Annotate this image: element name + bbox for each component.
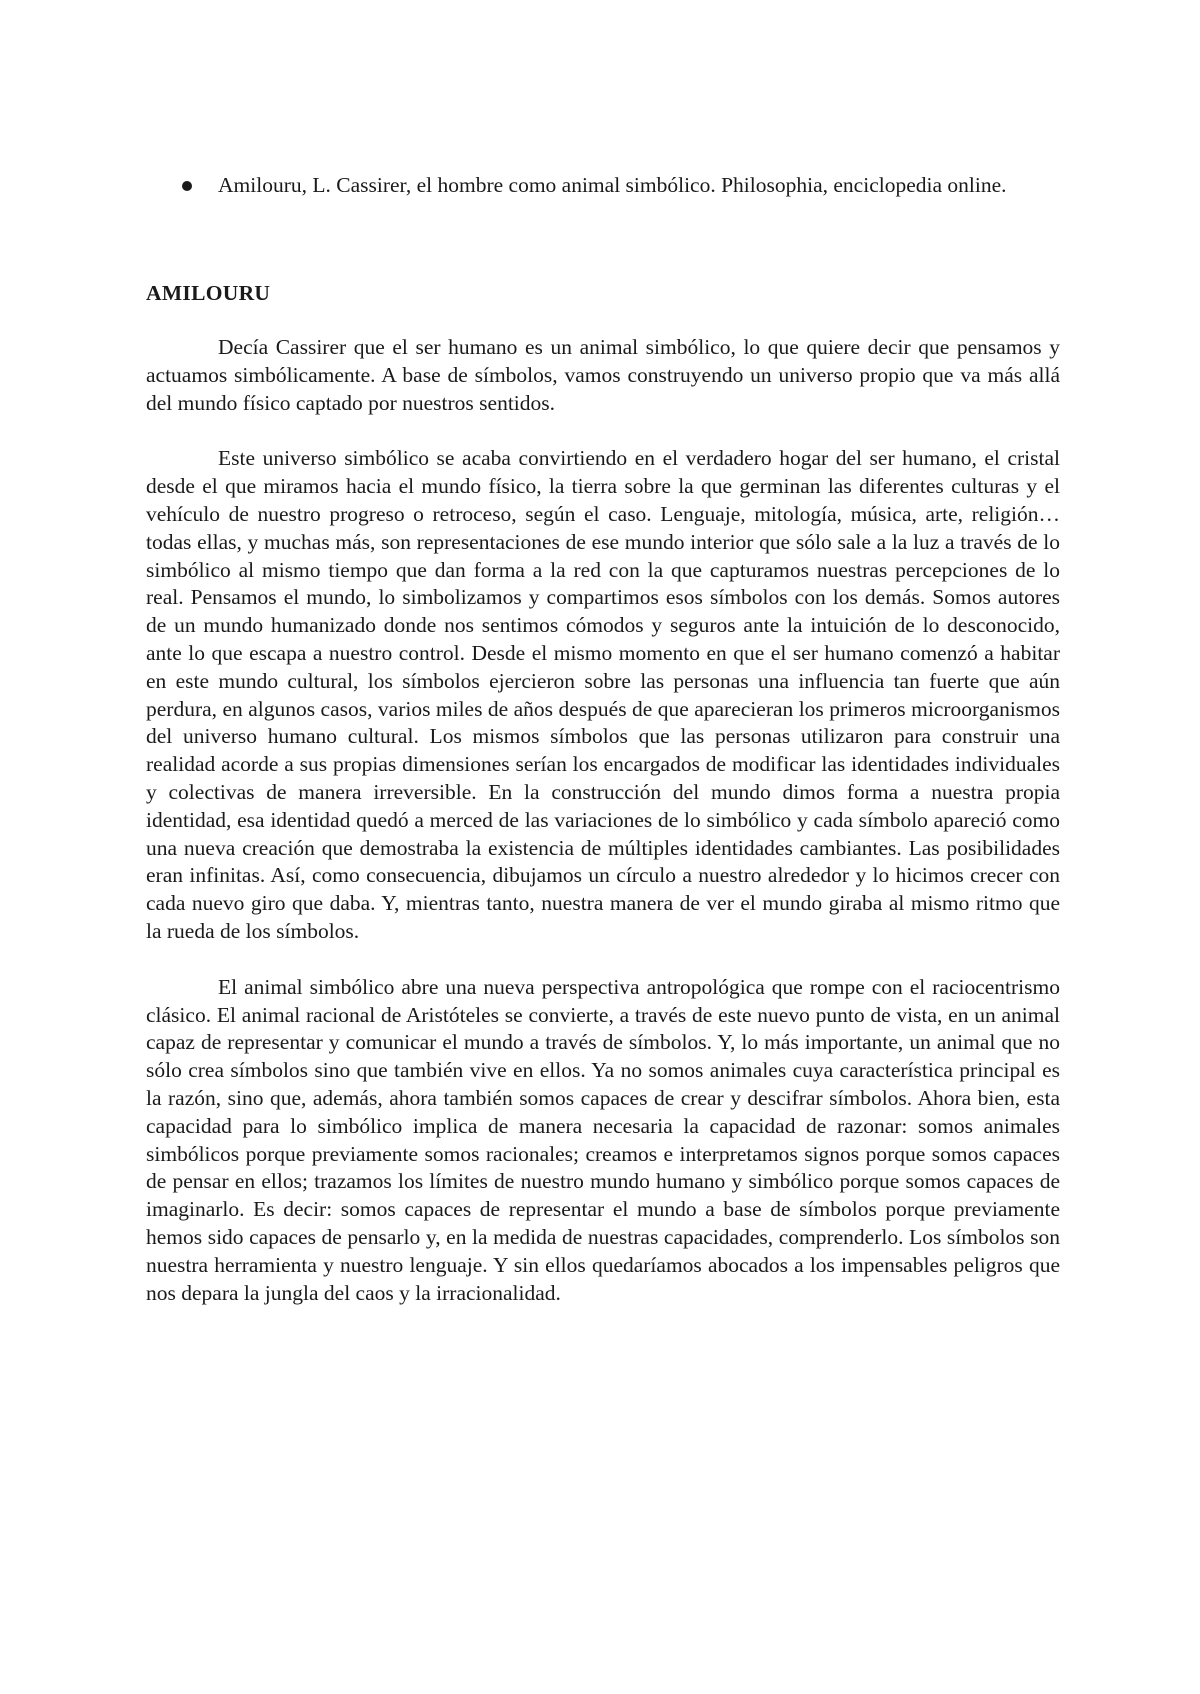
bullet-icon xyxy=(182,181,192,191)
body-paragraph-2: Este universo simbólico se acaba convirtiendo en el verdadero hogar del ser humano, el cristal desde el que miramos hacia el mundo físico, la tierra sobre la que germinan las diferentes culturas y el vehículo de nuestro progreso o retroceso, según el caso. Lenguaje, mitología, música, arte, religión… todas ellas, y muchas más, son representaciones de ese mundo interior que sólo sale a la luz a través de lo simbólico al mismo tiempo que dan forma a la red con la que capturamos nuestras percepciones de lo real. Pensamos el mundo, lo simbolizamos y compartimos esos símbolos con los demás. Somos autores de un mundo humanizado donde nos sentimos cómodos y seguros ante la intuición de lo desconocido, ante lo que escapa a nuestro control. Desde el mismo momento en que el ser humano comenzó a habitar en este mundo cultural, los símbolos ejercieron sobre las personas una influencia tan fuerte que aún perdura, en algunos casos, varios miles de años después de que aparecieran los primeros microorganismos del universo humano cultural. Los mismos símbolos que las personas utilizaron para construir una realidad acorde a sus propias dimensiones serían los encargados de modificar las identidades individuales y colectivas de manera irreversible. En la construcción del mundo dimos forma a nuestra propia identidad, esa identidad quedó a merced de las variaciones de lo simbólico y cada símbolo apareció como una nueva creación que demostraba la existencia de múltiples identidades cambiantes. Las posibilidades eran infinitas. Así, como consecuencia, dibujamos un círculo a nuestro alrededor y lo hicimos crecer con cada nuevo giro que daba. Y, mientras tanto, nuestra manera de ver el mundo giraba al mismo ritmo que la rueda de los símbolos. xyxy=(146,446,1060,943)
body-paragraph-3: El animal simbólico abre una nueva perspectiva antropológica que rompe con el raciocentrismo clásico. El animal racional de Aristóteles se convierte, a través de este nuevo punto de vista, en un animal capaz de representar y comunicar el mundo a través de símbolos. Y, lo más importante, un animal que no sólo crea símbolos sino que también vive en ellos. Ya no somos animales cuya característica principal es la razón, sino que, además, ahora también somos capaces de crear y descifrar símbolos. Ahora bien, esta capacidad para lo simbólico implica de manera necesaria la capacidad de razonar: somos animales simbólicos porque previamente somos racionales; creamos e interpretamos signos porque somos capaces de pensar en ellos; trazamos los límites de nuestro mundo humano y simbólico porque somos capaces de imaginarlo. Es decir: somos capaces de representar el mundo a base de símbolos porque previamente hemos sido capaces de pensarlo y, en la medida de nuestras capacidades, comprenderlo. Los símbolos son nuestra herramienta y nuestro lenguaje. Y sin ellos quedaríamos abocados a los impensables peligros que nos depara la jungla del caos y la irracionalidad. xyxy=(146,974,1060,1305)
document-body xyxy=(146,334,1060,1335)
reference-text: Amilouru, L. Cassirer, el hombre como animal simbólico. Philosophia, enciclopedia online. xyxy=(218,173,1007,197)
body-paragraph-1: Decía Cassirer que el ser humano es un animal simbólico, lo que quiere decir que pensamos y actuamos simbólicamente. A base de símbolos, vamos construyendo un universo propio que va más allá del mundo físico captado por nuestros sentidos. xyxy=(146,335,1060,415)
section-heading: AMILOURU xyxy=(146,281,271,305)
reference-list-item xyxy=(182,172,1062,199)
